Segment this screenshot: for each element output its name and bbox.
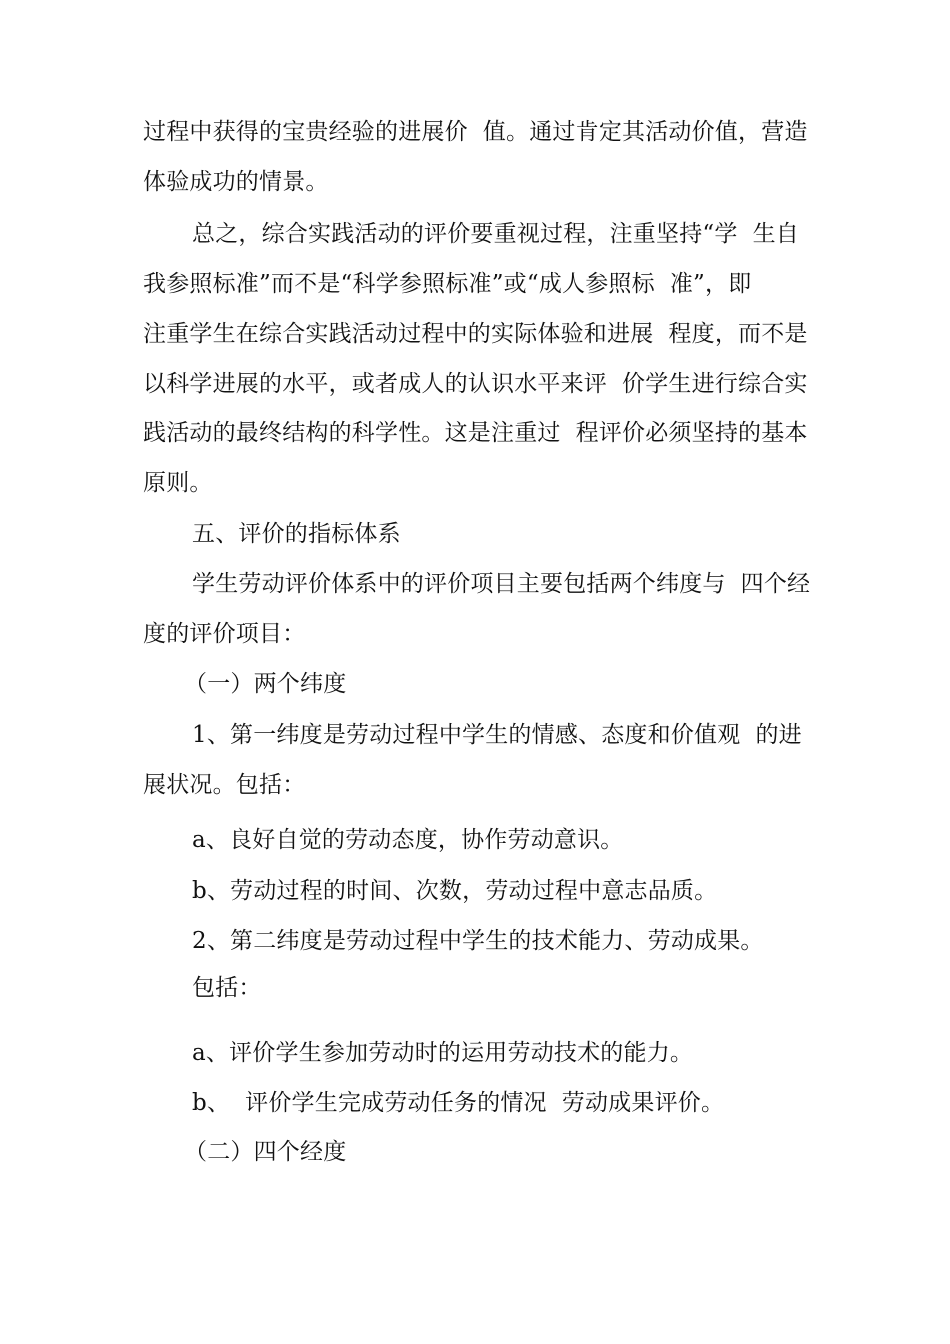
paragraph-line: 注重学生在综合实践活动过程中的实际体验和进展 程度，而不是	[143, 321, 808, 347]
list-item: b、劳动过程的时间、次数，劳动过程中意志品质。	[192, 878, 718, 904]
list-item: a、良好自觉的劳动态度，协作劳动意识。	[192, 827, 624, 853]
list-item: a、评价学生参加劳动时的运用劳动技术的能力。	[192, 1040, 694, 1066]
section-heading: 五、评价的指标体系	[192, 521, 401, 547]
paragraph-line: 过程中获得的宝贵经验的进展价 值。通过肯定其活动价值，营造	[143, 119, 808, 145]
paragraph-line: 以科学进展的水平，或者成人的认识水平来评 价学生进行综合实	[143, 371, 808, 397]
list-item: b、 评价学生完成劳动任务的情况 劳动成果评价。	[192, 1090, 725, 1116]
paragraph-line: 原则。	[143, 470, 213, 496]
paragraph-line: 2、第二纬度是劳动过程中学生的技术能力、劳动成果。	[192, 928, 764, 954]
paragraph-line: 体验成功的情景。	[143, 169, 329, 195]
paragraph-line: 学生劳动评价体系中的评价项目主要包括两个纬度与 四个经	[192, 571, 811, 597]
paragraph-line: 总之，综合实践活动的评价要重视过程，注重坚持“学 生自	[192, 221, 799, 247]
paragraph-line: 包括：	[192, 975, 262, 1001]
paragraph-line: 践活动的最终结构的科学性。这是注重过 程评价必须坚持的基本	[143, 420, 808, 446]
subsection-heading: （二）四个经度	[184, 1139, 347, 1165]
paragraph-line: 展状况。包括：	[143, 772, 306, 798]
paragraph-line: 度的评价项目：	[143, 621, 306, 647]
paragraph-line: 1、第一纬度是劳动过程中学生的情感、态度和价值观 的进	[192, 722, 802, 748]
paragraph-line: 我参照标准”而不是“科学参照标准”或“成人参照标 准”，即	[143, 271, 752, 297]
subsection-heading: （一）两个纬度	[184, 671, 347, 697]
